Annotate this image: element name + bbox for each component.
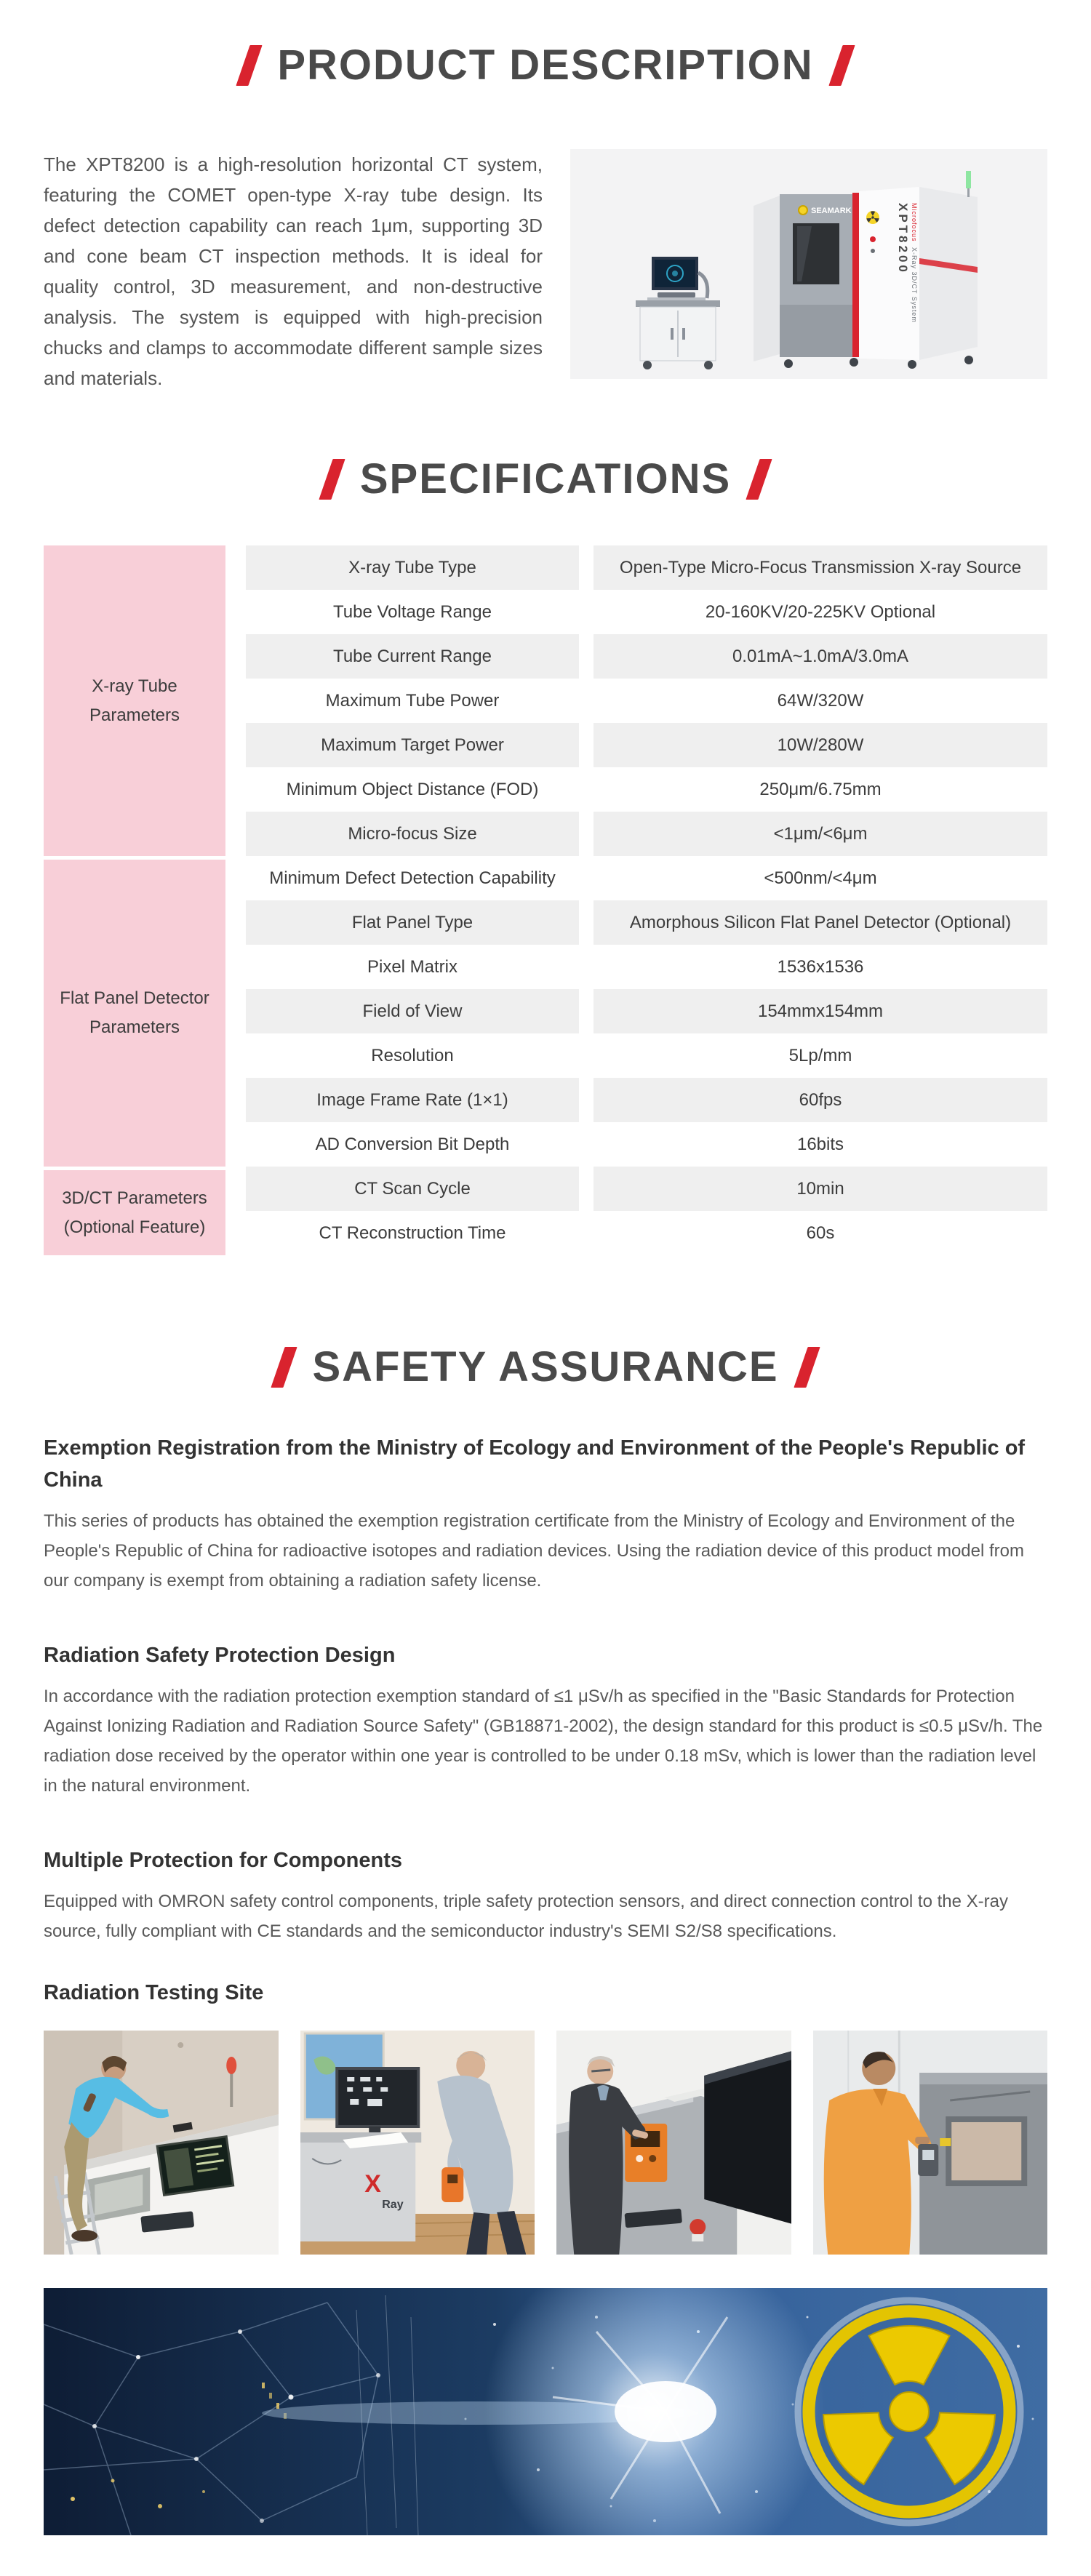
table-row [246, 812, 1047, 856]
product-image [570, 149, 1047, 379]
spec-param: Flat Panel Type [246, 900, 579, 945]
spec-category-column [44, 545, 225, 1255]
ct-machine [754, 171, 978, 369]
testing-site-photo-2 [300, 2031, 535, 2255]
red-slash-left-icon [236, 45, 263, 86]
spec-param: Minimum Defect Detection Capability [269, 868, 556, 888]
spec-category: 3D/CT Parameters (Optional Feature) [44, 1167, 225, 1255]
subsection-heading: Multiple Protection for Components [44, 1849, 402, 1872]
spec-value: 64W/320W [777, 690, 864, 711]
testing-site-photo-4 [813, 2031, 1048, 2255]
spec-value: 154mmx154mm [594, 989, 1047, 1033]
spec-value: 1536x1536 [777, 956, 864, 977]
svg-text:Ray: Ray [381, 2199, 404, 2211]
subsection-heading: Radiation Safety Protection Design [44, 1644, 396, 1667]
red-slash-right-icon [746, 459, 772, 500]
spec-value: 60s [806, 1223, 835, 1243]
subsection-body: In accordance with the radiation protection exemption standard of ≤1 μSv/h as specified in the "Basic Standards for Protection Against Ionizing Radiation and Radiation Source Safety" (GB18871-2002), the design standard for this product is ≤0.5 μSv/h. The radiation dose received by the operator within one year is controlled to be under 0.18 mSv, which is lower than the radiation level in the natural environment. [44, 1687, 1043, 1796]
table-row [246, 1078, 1047, 1122]
section-title-product-description [44, 0, 1047, 89]
table-row [246, 1167, 1047, 1211]
testing-site-photo-3 [556, 2031, 791, 2255]
spec-category: Flat Panel Detector Parameters [44, 856, 225, 1167]
spec-param: Image Frame Rate (1×1) [246, 1078, 579, 1122]
spec-param: Maximum Tube Power [325, 690, 500, 711]
subsection-body: Equipped with OMRON safety control components, triple safety protection sensors, and direct connection control to the X-ray source, fully compliant with CE standards and the semiconductor industry's SEMI S2/S8 specifications. [44, 1892, 1008, 1941]
spec-value: 16bits [796, 1134, 844, 1154]
machine-caption: Microfocus X-Ray 3D/CT System [911, 203, 918, 323]
spec-value: 0.01mA~1.0mA/3.0mA [594, 634, 1047, 679]
svg-text:X: X [364, 2170, 381, 2198]
spec-param: Pixel Matrix [367, 956, 458, 977]
red-slash-right-icon [828, 45, 855, 86]
table-row [246, 900, 1047, 945]
section-title-specifications [44, 455, 1047, 503]
spec-value: <500nm/<4μm [764, 868, 877, 888]
spec-value: Open-Type Micro-Focus Transmission X-ray Source [594, 545, 1047, 590]
spec-value: Amorphous Silicon Flat Panel Detector (Optional) [594, 900, 1047, 945]
radiation-trefoil-icon [866, 211, 879, 224]
section-title-text: SAFETY ASSURANCE [312, 1343, 779, 1391]
product-description-row [44, 149, 1047, 393]
spec-category: X-ray Tube Parameters [44, 545, 225, 856]
table-row [246, 545, 1047, 590]
red-slash-left-icon [319, 459, 345, 500]
red-slash-right-icon [794, 1347, 820, 1388]
spec-param: CT Reconstruction Time [319, 1223, 506, 1243]
section-title-text: PRODUCT DESCRIPTION [277, 41, 814, 89]
spec-param: Tube Voltage Range [333, 601, 492, 622]
subsection-body: This series of products has obtained the exemption registration certificate from the Ministry of Ecology and Environment of the People's Republic of China for radioactive isotopes and radiation devices. Using the radiation device of this product model from our company is exempt from obtaining a radiation safety license. [44, 1511, 1024, 1591]
table-row [246, 945, 1047, 989]
table-row [246, 1211, 1047, 1255]
spec-value: <1μm/<6μm [594, 812, 1047, 856]
testing-site-photo-1 [44, 2031, 279, 2255]
table-row [246, 634, 1047, 679]
subsection-heading: Exemption Registration from the Ministry of Ecology and Environment of the People's Republic of China [44, 1436, 1026, 1492]
spec-value: 250μm/6.75mm [759, 779, 882, 799]
red-slash-left-icon [271, 1347, 297, 1388]
safety-subsection-exemption [44, 1432, 1047, 1596]
safety-subsection-multiple-protection [44, 1844, 1047, 1946]
machine-illustration [570, 149, 1047, 379]
spec-value: 20-160KV/20-225KV Optional [705, 601, 936, 622]
spec-param: Field of View [246, 989, 579, 1033]
radiation-testing-site-heading: Radiation Testing Site [44, 1981, 264, 2004]
table-row [246, 1033, 1047, 1078]
spec-value: 10W/280W [594, 723, 1047, 767]
spec-param: Tube Current Range [246, 634, 579, 679]
table-row [246, 1122, 1047, 1167]
table-row [246, 989, 1047, 1033]
radiation-banner [44, 2288, 1047, 2535]
table-row [246, 679, 1047, 723]
spec-param: CT Scan Cycle [246, 1167, 579, 1211]
section-title-safety-assurance [44, 1343, 1047, 1391]
spec-value: 10min [594, 1167, 1047, 1211]
spec-param: X-ray Tube Type [246, 545, 579, 590]
table-row [246, 590, 1047, 634]
product-description-paragraph: The XPT8200 is a high-resolution horizontal CT system, featuring the COMET open-type X-ray tube design. Its defect detection capability can reach 1μm, supporting 3D and cone beam CT inspection methods. It is ideal for quality control, 3D measurement, and non-destructive analysis. The system is equipped with high-precision chucks and clamps to accommodate different sample sizes and materials. [44, 153, 543, 389]
spec-rows [246, 545, 1047, 1255]
spec-value: 5Lp/mm [788, 1045, 852, 1065]
spec-param: Micro-focus Size [246, 812, 579, 856]
spec-value: 60fps [594, 1078, 1047, 1122]
table-row [246, 723, 1047, 767]
specifications-table [44, 545, 1047, 1255]
machine-brand-label: SEAMARK [811, 207, 852, 215]
testing-site-photos [44, 2031, 1047, 2255]
table-row [246, 856, 1047, 900]
safety-subsection-protection-design [44, 1639, 1047, 1801]
table-row [246, 767, 1047, 812]
spec-param: Minimum Object Distance (FOD) [286, 779, 539, 799]
spec-param: Resolution [371, 1045, 454, 1065]
machine-model-label: XPT8200 [896, 203, 910, 275]
spec-param: Maximum Target Power [246, 723, 579, 767]
section-title-text: SPECIFICATIONS [359, 455, 732, 503]
spec-param: AD Conversion Bit Depth [315, 1134, 510, 1154]
